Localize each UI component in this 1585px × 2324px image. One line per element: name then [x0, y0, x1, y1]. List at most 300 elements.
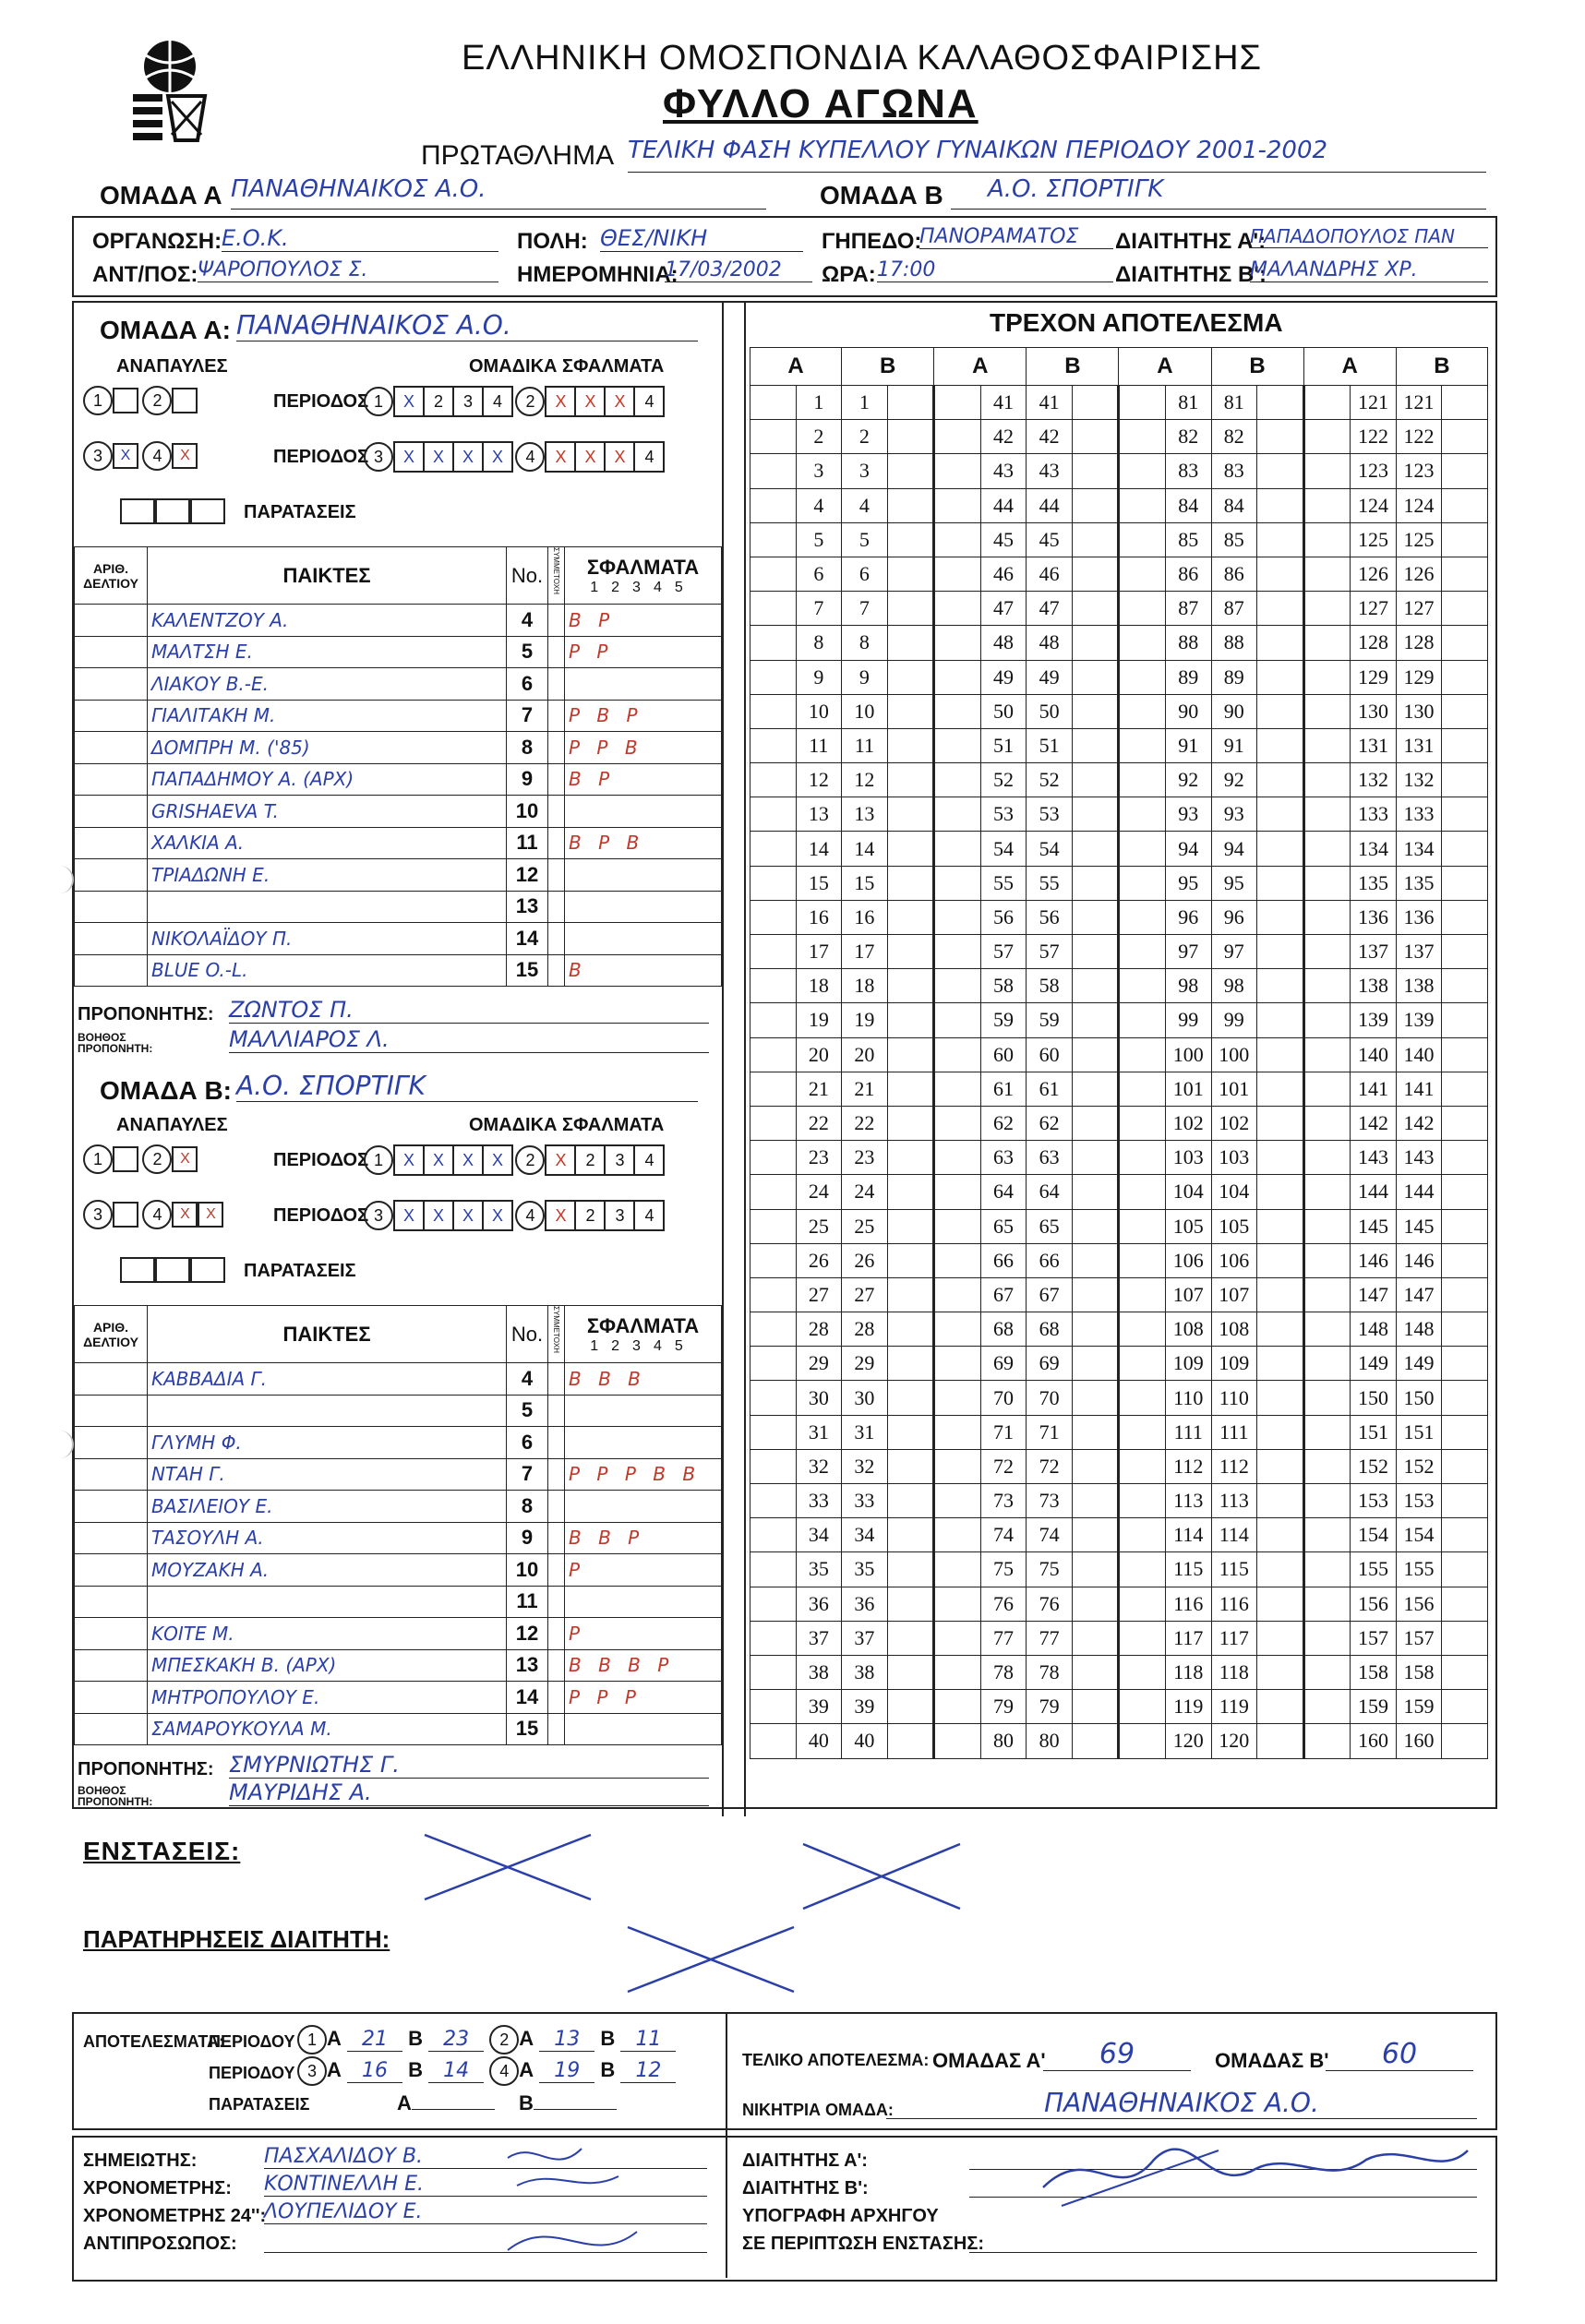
score-mark-cell	[934, 1449, 981, 1483]
score-number: 9	[842, 660, 888, 694]
score-number: 131	[1396, 728, 1442, 762]
score-number: 157	[1351, 1621, 1397, 1655]
score-number: 144	[1396, 1175, 1442, 1209]
score-mark-cell	[934, 1243, 981, 1277]
score-mark-cell	[1257, 728, 1304, 762]
score-number: 70	[1027, 1381, 1073, 1415]
team-a-heading: ΟΜΑΔΑ Α:	[100, 316, 231, 344]
score-number: 55	[980, 866, 1027, 900]
score-mark-cell	[934, 1518, 981, 1552]
score-number: 131	[1351, 728, 1397, 762]
score-number: 102	[1211, 1106, 1257, 1140]
score-number: 114	[1165, 1518, 1211, 1552]
score-mark-cell	[1119, 1621, 1166, 1655]
score-mark-cell	[1119, 728, 1166, 762]
score-number: 40	[796, 1724, 842, 1758]
score-number: 81	[1211, 386, 1257, 420]
score-number: 135	[1351, 866, 1397, 900]
score-number: 40	[842, 1724, 888, 1758]
score-number: 54	[1027, 832, 1073, 866]
score-number: 143	[1351, 1141, 1397, 1175]
foul-cell: X	[393, 386, 425, 417]
score-mark-cell	[934, 1381, 981, 1415]
court-label: ΓΗΠΕΔΟ:	[822, 229, 922, 254]
score-number: 67	[980, 1277, 1027, 1312]
player-fouls: P	[565, 1554, 722, 1587]
score-number: 2	[842, 420, 888, 454]
score-number: 134	[1351, 832, 1397, 866]
score-mark-cell	[1257, 969, 1304, 1003]
team-b-letter: B	[600, 2057, 616, 2081]
score-mark-cell	[750, 797, 797, 832]
score-number: 64	[980, 1175, 1027, 1209]
score-mark-cell	[1442, 420, 1488, 454]
team-b-letter: B	[408, 2057, 424, 2081]
comm-label: ΑΝΤ/ΠΟΣ:	[92, 262, 198, 287]
score-mark-cell	[750, 1415, 797, 1449]
score-number: 152	[1396, 1449, 1442, 1483]
score-number: 33	[842, 1484, 888, 1518]
team-b-letter: B	[519, 2091, 534, 2114]
score-number: 68	[980, 1312, 1027, 1347]
score-number: 146	[1396, 1243, 1442, 1277]
score-mark-cell	[1303, 694, 1351, 728]
score-mark-cell	[1119, 1690, 1166, 1724]
score-mark-cell	[1303, 900, 1351, 934]
score-mark-cell	[750, 1449, 797, 1483]
federation-name: ΕΛΛΗΝΙΚΗ ΟΜΟΣΠΟΝΔΙΑ ΚΑΛΑΘΟΣΦΑΙΡΙΣΗΣ	[462, 39, 1263, 78]
player-number: 11	[507, 1586, 548, 1618]
score-number: 22	[796, 1106, 842, 1140]
col-licence: ΑΡΙΘ. ΔΕΛΤΙΟΥ	[75, 547, 148, 605]
score-number: 109	[1165, 1347, 1211, 1381]
score-number: 95	[1165, 866, 1211, 900]
score-number: 112	[1211, 1449, 1257, 1483]
results-period-label-1: ΠΕΡΙΟΔΟΥ	[209, 2032, 295, 2051]
score-mark-cell	[750, 694, 797, 728]
results-row-2	[297, 2056, 676, 2086]
foul-cell: X	[393, 1144, 425, 1176]
score-number: 141	[1396, 1072, 1442, 1106]
score-row	[750, 1552, 1488, 1587]
player-fouls: P B P	[565, 700, 722, 732]
score-mark-cell	[1257, 1449, 1304, 1483]
score-mark-cell	[1442, 1141, 1488, 1175]
score-number: 73	[980, 1484, 1027, 1518]
score-number: 107	[1211, 1277, 1257, 1312]
score-number: 77	[1027, 1621, 1073, 1655]
player-fouls: B P	[565, 763, 722, 796]
score-number: 124	[1396, 488, 1442, 522]
player-row	[75, 700, 722, 732]
score-mark-cell	[934, 1277, 981, 1312]
score-number: 126	[1396, 557, 1442, 591]
score-number: 117	[1211, 1621, 1257, 1655]
results-overtime-row	[397, 2091, 617, 2115]
score-mark-cell	[887, 1175, 934, 1209]
score-number: 61	[1027, 1072, 1073, 1106]
score-number: 31	[842, 1415, 888, 1449]
score-number: 120	[1211, 1724, 1257, 1758]
score-mark-cell	[887, 1243, 934, 1277]
player-number: 4	[507, 1363, 548, 1396]
score-number: 94	[1165, 832, 1211, 866]
col-no: No.	[507, 1306, 548, 1363]
licence-cell	[75, 859, 148, 892]
timeout-box	[172, 388, 198, 413]
score-number: 86	[1211, 557, 1257, 591]
score-number: 43	[980, 454, 1027, 488]
score-number: 70	[980, 1381, 1027, 1415]
score-number: 14	[796, 832, 842, 866]
score-mark-cell	[934, 1347, 981, 1381]
score-number: 72	[1027, 1449, 1073, 1483]
score-mark-cell	[750, 592, 797, 626]
score-mark-cell	[1257, 763, 1304, 797]
score-number: 38	[842, 1655, 888, 1689]
score-mark-cell	[934, 1312, 981, 1347]
score-number: 35	[796, 1552, 842, 1587]
licence-cell	[75, 1618, 148, 1650]
team-b-field	[951, 175, 1486, 210]
score-number: 98	[1165, 969, 1211, 1003]
score-number: 57	[1027, 935, 1073, 969]
score-number: 57	[980, 935, 1027, 969]
score-number: 52	[1027, 763, 1073, 797]
score-number: 20	[796, 1037, 842, 1072]
score-number: 8	[796, 626, 842, 660]
score-number: 154	[1351, 1518, 1397, 1552]
score-mark-cell	[1119, 935, 1166, 969]
team-b-timeouts-row1	[83, 1144, 198, 1174]
score-number: 123	[1396, 454, 1442, 488]
ref2-label: ΔΙΑΙΤΗΤΗΣ Β':	[1115, 262, 1267, 287]
score-number: 53	[980, 797, 1027, 832]
score-mark-cell	[1303, 1587, 1351, 1621]
player-fouls: P	[565, 1618, 722, 1650]
score-mark-cell	[750, 1072, 797, 1106]
score-number: 6	[842, 557, 888, 591]
score-number: 90	[1211, 694, 1257, 728]
team-b-period-fouls-3	[364, 1200, 663, 1231]
score-mark-cell	[887, 1381, 934, 1415]
score-row	[750, 592, 1488, 626]
results-label: ΑΠΟΤΕΛΕΣΜΑΤΑ:	[83, 2032, 224, 2051]
licence-cell	[75, 891, 148, 923]
period-1-circle: 1	[297, 2025, 327, 2054]
score-mark-cell	[1257, 1209, 1304, 1243]
player-row	[75, 1554, 722, 1587]
score-number: 155	[1351, 1552, 1397, 1587]
col-in: ΣΥΜΜΕΤΟΧΗ	[548, 547, 565, 605]
score-mark-cell	[1257, 1587, 1304, 1621]
score-mark-cell	[1119, 454, 1166, 488]
score-mark-cell	[887, 1621, 934, 1655]
score-number: 111	[1211, 1415, 1257, 1449]
score-number: 62	[1027, 1106, 1073, 1140]
score-number: 31	[796, 1415, 842, 1449]
score-number: 49	[1027, 660, 1073, 694]
score-number: 138	[1351, 969, 1397, 1003]
score-number: 21	[796, 1072, 842, 1106]
score-number: 102	[1165, 1106, 1211, 1140]
score-number: 51	[1027, 728, 1073, 762]
score-row	[750, 832, 1488, 866]
score-mark-cell	[1257, 454, 1304, 488]
participation-cell	[548, 668, 565, 701]
score-mark-cell	[1303, 386, 1351, 420]
team-a-timeouts-row2	[83, 441, 198, 471]
score-number: 13	[796, 797, 842, 832]
foul-cell: X	[423, 1144, 454, 1176]
score-number: 125	[1351, 522, 1397, 557]
player-fouls	[565, 1713, 722, 1745]
score-number: 48	[980, 626, 1027, 660]
score-number: 115	[1165, 1552, 1211, 1587]
team-a-coach-value: ΖΩΝΤΟΣ Π.	[229, 997, 709, 1024]
score-number: 73	[1027, 1484, 1073, 1518]
final-team-b-label: ΟΜΑΔΑΣ Β'	[1215, 2049, 1329, 2072]
team-a-label: ΟΜΑΔΑ Α	[100, 181, 222, 210]
score-number: 37	[842, 1621, 888, 1655]
licence-cell	[75, 1586, 148, 1618]
team-b-timeouts-row2	[83, 1200, 223, 1229]
score-row	[750, 935, 1488, 969]
score-number: 130	[1351, 694, 1397, 728]
score-number: 76	[1027, 1587, 1073, 1621]
score-number: 137	[1351, 935, 1397, 969]
score-mark-cell	[1072, 935, 1119, 969]
participation-cell	[548, 763, 565, 796]
score-number: 100	[1165, 1037, 1211, 1072]
score-number: 19	[796, 1003, 842, 1037]
col-licence: ΑΡΙΘ. ΔΕΛΤΙΟΥ	[75, 1306, 148, 1363]
score-mark-cell	[934, 1690, 981, 1724]
score-mark-cell	[887, 763, 934, 797]
score-mark-cell	[750, 1106, 797, 1140]
foul-cell: 4	[633, 386, 665, 417]
score-number: 156	[1351, 1587, 1397, 1621]
player-row	[75, 827, 722, 859]
score-number: 111	[1165, 1415, 1211, 1449]
org-label: ΟΡΓΑΝΩΣΗ:	[92, 229, 222, 254]
score-mark-cell	[934, 1175, 981, 1209]
p3-a: 16	[347, 2059, 402, 2083]
score-mark-cell	[1119, 1724, 1166, 1758]
score-row	[750, 1312, 1488, 1347]
player-row	[75, 636, 722, 668]
federation-logo	[127, 37, 212, 148]
score-mark-cell	[887, 1587, 934, 1621]
team-a-letter: A	[327, 2026, 342, 2050]
score-number: 86	[1165, 557, 1211, 591]
score-number: 145	[1351, 1209, 1397, 1243]
player-number: 5	[507, 1395, 548, 1427]
score-mark-cell	[1072, 1484, 1119, 1518]
team-a-period-label-1: ΠΕΡΙΟΔΟΣ	[273, 391, 369, 412]
score-number: 34	[842, 1518, 888, 1552]
licence-cell	[75, 796, 148, 828]
score-mark-cell	[1257, 420, 1304, 454]
score-number: 46	[980, 557, 1027, 591]
score-number: 29	[842, 1347, 888, 1381]
score-mark-cell	[1072, 454, 1119, 488]
col-no: No.	[507, 547, 548, 605]
score-number: 112	[1165, 1449, 1211, 1483]
score-row	[750, 1449, 1488, 1483]
player-number: 9	[507, 1522, 548, 1554]
score-number: 23	[796, 1141, 842, 1175]
score-number: 140	[1351, 1037, 1397, 1072]
score-mark-cell	[1303, 935, 1351, 969]
player-name: GRISHAEVA T.	[148, 796, 507, 828]
foul-numbers: 12345	[590, 579, 696, 595]
score-number: 2	[796, 420, 842, 454]
score-mark-cell	[934, 1587, 981, 1621]
score-number: 82	[1165, 420, 1211, 454]
period-2-circle: 2	[489, 2025, 519, 2054]
score-number: 49	[980, 660, 1027, 694]
score-mark-cell	[1442, 1347, 1488, 1381]
player-row	[75, 1618, 722, 1650]
score-mark-cell	[887, 1003, 934, 1037]
score-number: 61	[980, 1072, 1027, 1106]
score-number: 82	[1211, 420, 1257, 454]
score-mark-cell	[1303, 557, 1351, 591]
score-number: 51	[980, 728, 1027, 762]
score-mark-cell	[750, 900, 797, 934]
score-number: 108	[1211, 1312, 1257, 1347]
score-number: 19	[842, 1003, 888, 1037]
score-number: 44	[980, 488, 1027, 522]
score-number: 36	[796, 1587, 842, 1621]
score-mark-cell	[1119, 1003, 1166, 1037]
p1-a: 21	[347, 2028, 402, 2052]
score-number: 133	[1396, 797, 1442, 832]
score-mark-cell	[887, 1552, 934, 1587]
score-number: 71	[1027, 1415, 1073, 1449]
score-mark-cell	[1072, 1552, 1119, 1587]
score-number: 84	[1165, 488, 1211, 522]
score-number: 11	[842, 728, 888, 762]
score-mark-cell	[1442, 1621, 1488, 1655]
player-name: BLUE O.-L.	[148, 954, 507, 987]
score-mark-cell	[934, 1141, 981, 1175]
score-mark-cell	[934, 557, 981, 591]
period-2-circle: 2	[515, 387, 545, 416]
player-fouls	[565, 1395, 722, 1427]
score-number: 25	[796, 1209, 842, 1243]
score-mark-cell	[1303, 763, 1351, 797]
score-mark-cell	[1303, 1484, 1351, 1518]
score-number: 41	[980, 386, 1027, 420]
participation-cell	[548, 1618, 565, 1650]
team-b-coach-value: ΣΜΥΡΝΙΩΤΗΣ Γ.	[229, 1752, 709, 1779]
score-mark-cell	[1303, 522, 1351, 557]
score-mark-cell	[750, 1587, 797, 1621]
score-number: 122	[1396, 420, 1442, 454]
timer-value: ΚΟΝΤΙΝΕΛΛΗ Ε.	[264, 2173, 707, 2197]
score-mark-cell	[1119, 557, 1166, 591]
score-number: 101	[1211, 1072, 1257, 1106]
score-mark-cell	[1303, 454, 1351, 488]
participation-cell	[548, 700, 565, 732]
score-row	[750, 1381, 1488, 1415]
score-mark-cell	[1303, 1347, 1351, 1381]
score-number: 66	[1027, 1243, 1073, 1277]
licence-cell	[75, 732, 148, 764]
timeout-box	[113, 388, 138, 413]
score-mark-cell	[1442, 832, 1488, 866]
score-number: 128	[1396, 626, 1442, 660]
score-mark-cell	[887, 420, 934, 454]
score-number: 88	[1165, 626, 1211, 660]
score-mark-cell	[1303, 1175, 1351, 1209]
score-mark-cell	[1072, 1449, 1119, 1483]
score-mark-cell	[1442, 488, 1488, 522]
score-mark-cell	[934, 763, 981, 797]
score-mark-cell	[1072, 1141, 1119, 1175]
score-mark-cell	[1119, 1243, 1166, 1277]
team-a-coach-label: ΠΡΟΠΟΝΗΤΗΣ:	[78, 1004, 214, 1024]
licence-cell	[75, 605, 148, 637]
timer-label: ΧΡΟΝΟΜΕΤΡΗΣ:	[83, 2178, 232, 2198]
score-mark-cell	[1072, 832, 1119, 866]
score-number: 30	[796, 1381, 842, 1415]
score-mark-cell	[1442, 454, 1488, 488]
p4-a: 19	[539, 2059, 594, 2083]
score-mark-cell	[1072, 592, 1119, 626]
score-mark-cell	[1119, 386, 1166, 420]
p3-b: 14	[428, 2059, 484, 2083]
score-number: 133	[1351, 797, 1397, 832]
score-mark-cell	[934, 969, 981, 1003]
score-row	[750, 1347, 1488, 1381]
player-number: 7	[507, 1458, 548, 1491]
score-number: 103	[1211, 1141, 1257, 1175]
score-number: 119	[1165, 1690, 1211, 1724]
championship-label: ΠΡΩΤΑΘΛΗΜΑ	[421, 140, 615, 171]
score-mark-cell	[1119, 626, 1166, 660]
licence-cell	[75, 954, 148, 987]
timeout-1-circle: 1	[83, 1144, 113, 1174]
score-number: 91	[1165, 728, 1211, 762]
participation-cell	[548, 827, 565, 859]
date-value: 17/03/2002	[665, 258, 812, 282]
score-mark-cell	[1119, 1587, 1166, 1621]
score-number: 9	[796, 660, 842, 694]
score-number: 56	[980, 900, 1027, 934]
foul-cell: X	[574, 386, 606, 417]
foul-cell: X	[545, 1144, 576, 1176]
score-mark-cell	[887, 1106, 934, 1140]
foul-cell: X	[452, 441, 484, 473]
score-number: 81	[1165, 386, 1211, 420]
score-mark-cell	[1119, 660, 1166, 694]
score-mark-cell	[1257, 935, 1304, 969]
score-mark-cell	[934, 866, 981, 900]
score-col-header: A	[750, 348, 842, 386]
scorer-label: ΣΗΜΕΙΩΤΗΣ:	[83, 2150, 198, 2171]
score-mark-cell	[1257, 1072, 1304, 1106]
score-mark-cell	[1303, 420, 1351, 454]
timeout-3-circle: 3	[83, 1200, 113, 1229]
score-mark-cell	[1072, 763, 1119, 797]
score-mark-cell	[1442, 1724, 1488, 1758]
timer24-label: ΧΡΟΝΟΜΕΤΡΗΣ 24'':	[83, 2206, 267, 2226]
player-row	[75, 954, 722, 987]
score-mark-cell	[887, 1690, 934, 1724]
